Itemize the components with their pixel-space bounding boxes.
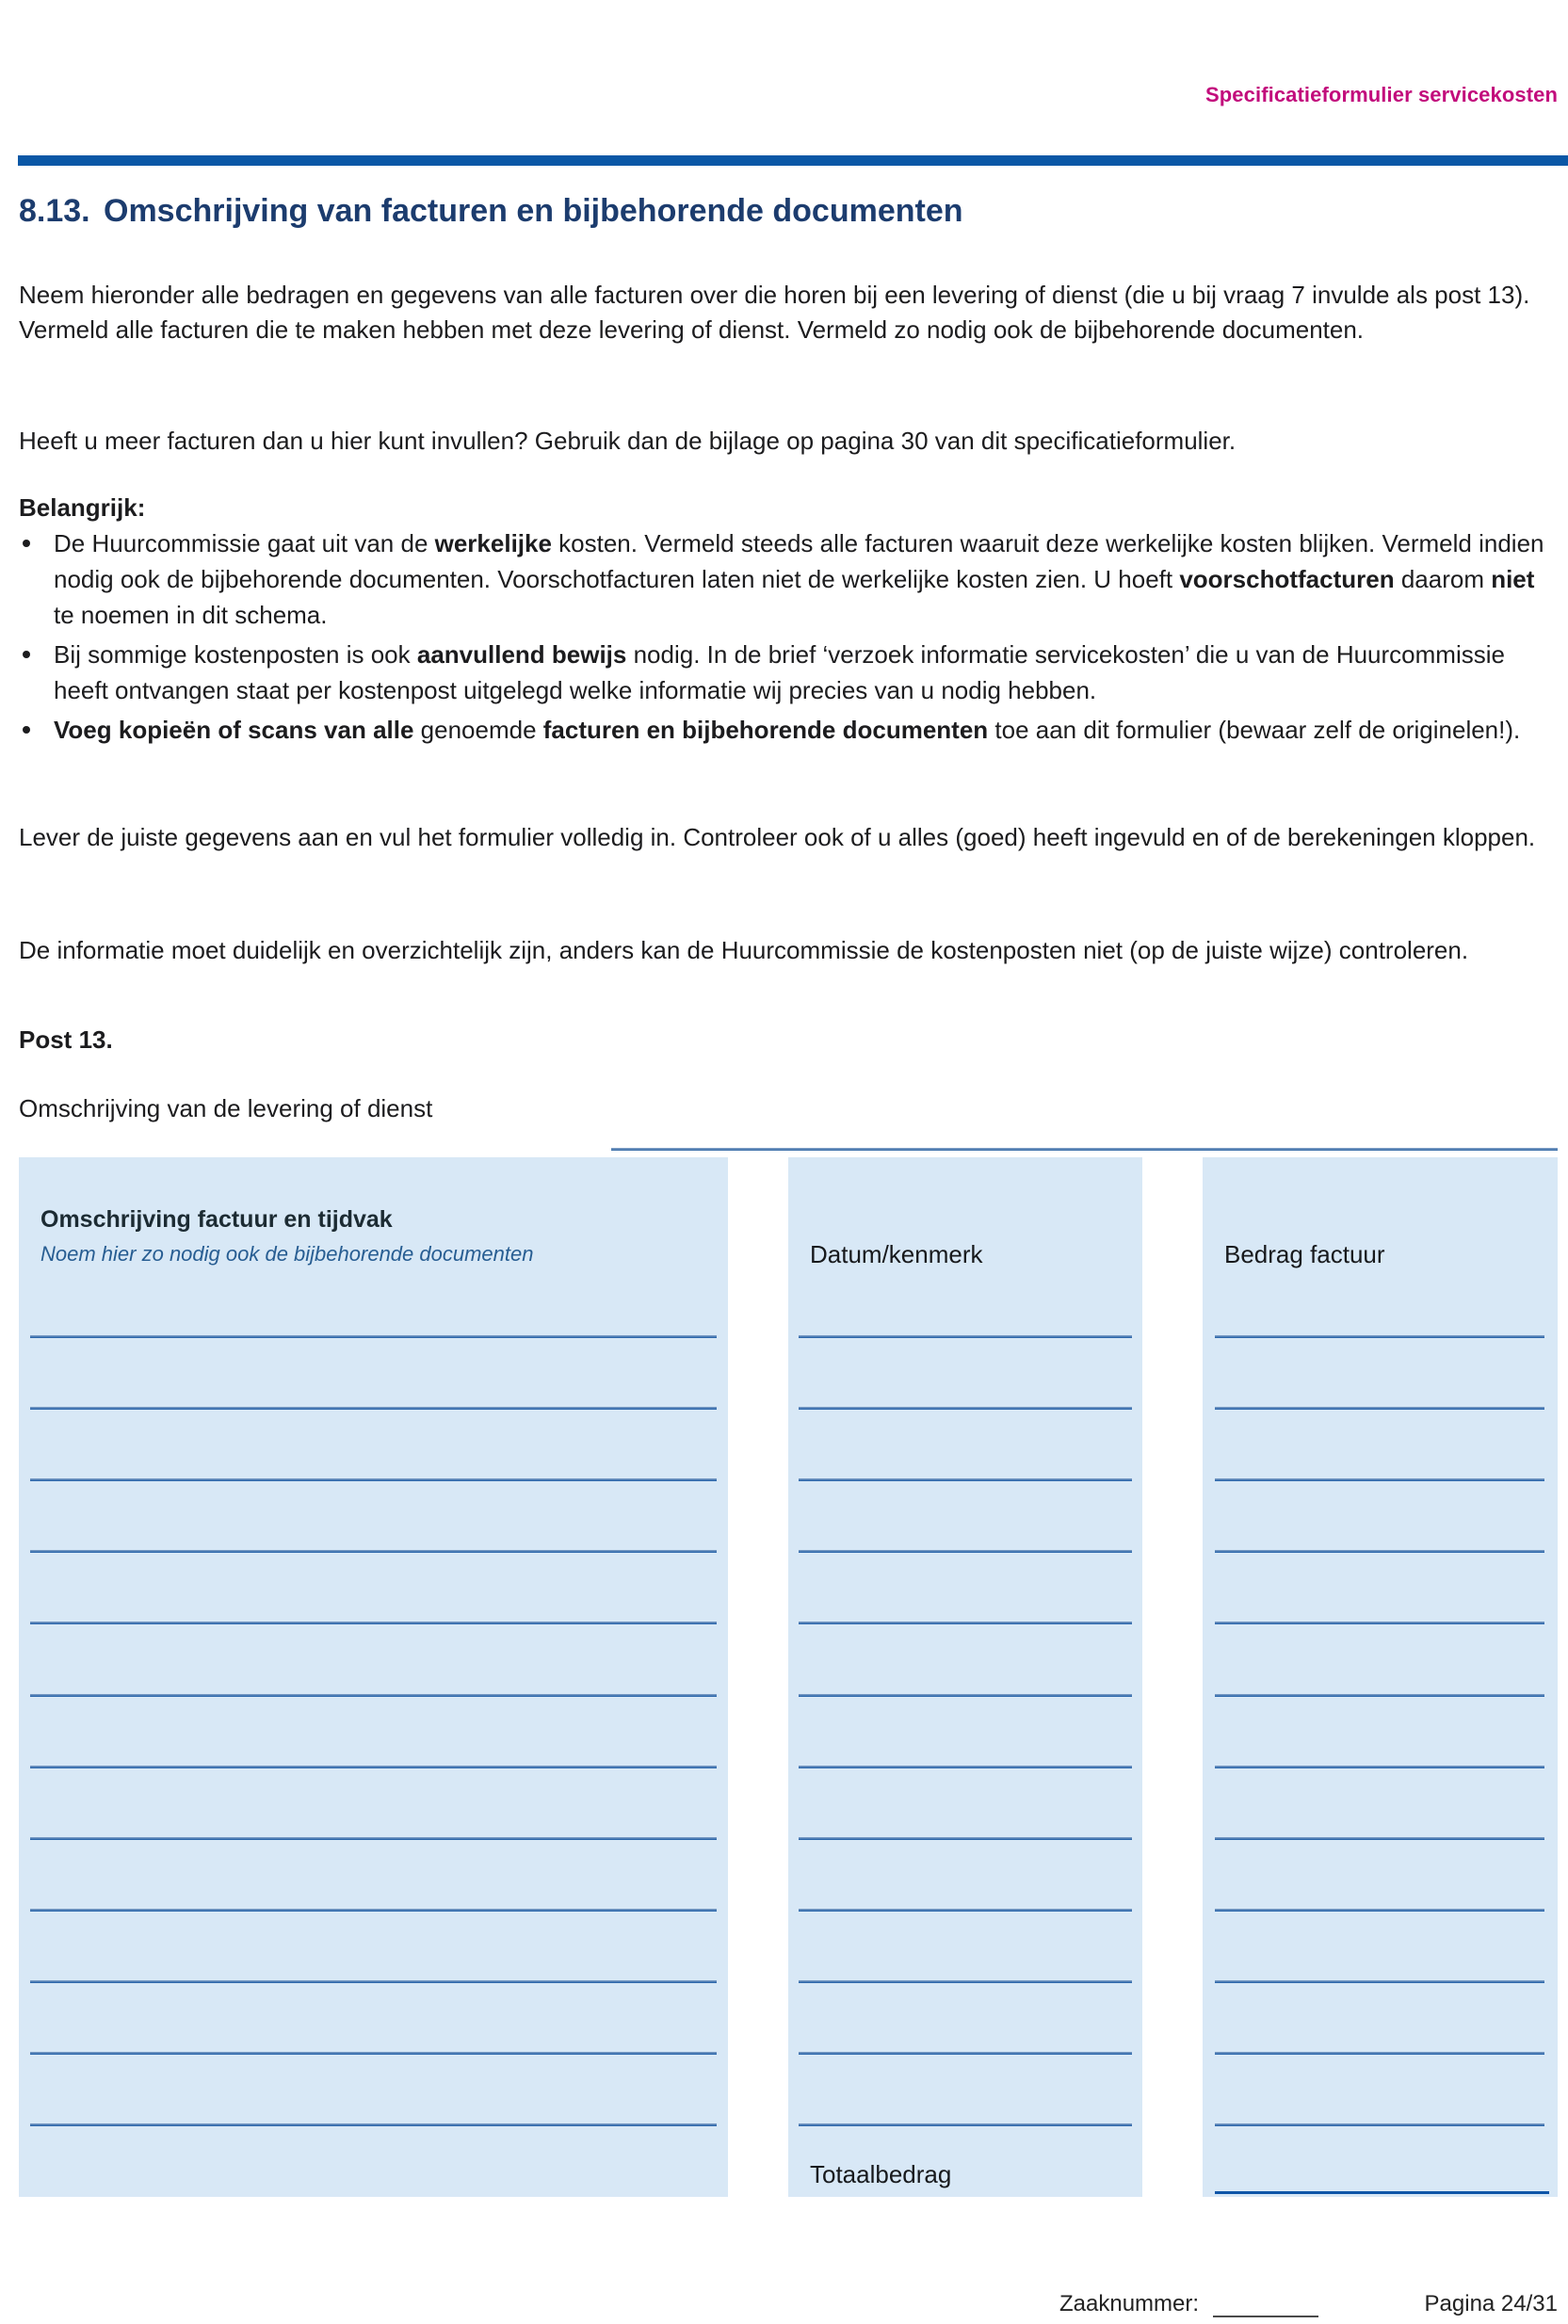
document-title: Specificatieformulier servicekosten — [1205, 83, 1558, 106]
important-label: Belangrijk: — [19, 493, 146, 522]
writing-line[interactable] — [30, 1622, 717, 1624]
writing-line[interactable] — [30, 1837, 717, 1840]
writing-line[interactable] — [1215, 1550, 1544, 1553]
writing-line[interactable] — [799, 1622, 1132, 1624]
total-amount-label: Totaalbedrag — [810, 2160, 952, 2188]
writing-line[interactable] — [1215, 1478, 1544, 1481]
bullet-item — [19, 637, 1548, 708]
writing-line[interactable] — [30, 2123, 717, 2126]
header-divider-bar — [18, 155, 1568, 166]
writing-line[interactable] — [799, 1407, 1132, 1410]
bullet-dot-icon — [23, 651, 30, 658]
writing-line[interactable] — [799, 1478, 1132, 1481]
column-invoice-amount — [1203, 1157, 1558, 2197]
writing-line[interactable] — [1215, 1335, 1544, 1338]
writing-line[interactable] — [1215, 2123, 1544, 2126]
writing-line[interactable] — [799, 1694, 1132, 1697]
bullet-item — [19, 525, 1548, 633]
writing-line[interactable] — [1215, 1694, 1544, 1697]
section-number: 8.13. — [19, 193, 90, 229]
bullet-dot-icon — [23, 540, 30, 547]
writing-line[interactable] — [1215, 1909, 1544, 1912]
column-description-subtitle: Noem hier zo nodig ook de bijbehorende documenten — [40, 1242, 534, 1266]
writing-line[interactable] — [1215, 1622, 1544, 1624]
section-title: Omschrijving van facturen en bijbehorende documenten — [104, 193, 963, 229]
column-description-title: Omschrijving factuur en tijdvak — [40, 1206, 393, 1233]
bullet-text: De Huurcommissie gaat uit van de werkelijke kosten. Vermeld steeds alle facturen waaruit deze werkelijke kosten blijken. Vermeld indien nodig ook de bijbehorende documenten. Voorschotfacturen laten niet de werkelijke kosten zien. U hoeft voorschotfacturen daarom niet te noemen in dit schema. — [54, 529, 1544, 629]
writing-line[interactable] — [799, 1909, 1132, 1912]
writing-line[interactable] — [30, 1694, 717, 1697]
writing-line[interactable] — [30, 1335, 717, 1338]
column-date-title: Datum/kenmerk — [810, 1240, 983, 1268]
writing-line[interactable] — [1215, 1980, 1544, 1983]
writing-line[interactable] — [1215, 1766, 1544, 1768]
writing-line[interactable] — [799, 1550, 1132, 1553]
intro-paragraph-2: Heeft u meer facturen dan u hier kunt invullen? Gebruik dan de bijlage op pagina 30 van dit specificatieformulier. — [19, 427, 1237, 455]
total-amount-input-line[interactable] — [1215, 2191, 1549, 2194]
writing-line[interactable] — [1215, 1837, 1544, 1840]
writing-line[interactable] — [30, 1909, 717, 1912]
service-description-label: Omschrijving van de levering of dienst — [19, 1094, 433, 1122]
writing-line[interactable] — [30, 1478, 717, 1481]
bullet-text: Bij sommige kostenposten is ook aanvullend bewijs nodig. In de brief ‘verzoek informatie servicekosten’ die u van de Huurcommissie heeft ontvangen staat per kostenpost uitgelegd welke informatie wij precies van u nodig hebben. — [54, 640, 1505, 704]
service-description-input-line[interactable] — [611, 1148, 1558, 1151]
writing-line[interactable] — [1215, 2052, 1544, 2055]
note-paragraph-2: De informatie moet duidelijk en overzichtelijk zijn, anders kan de Huurcommissie de kostenposten niet (op de juiste wijze) controleren. — [19, 936, 1469, 964]
writing-line[interactable] — [30, 1550, 717, 1553]
writing-line[interactable] — [30, 1407, 717, 1410]
writing-line[interactable] — [30, 2052, 717, 2055]
column-amount-title: Bedrag factuur — [1224, 1240, 1385, 1268]
writing-line[interactable] — [799, 1980, 1132, 1983]
bullet-text: Voeg kopieën of scans van alle genoemde facturen en bijbehorende documenten toe aan dit formulier (bewaar zelf de originelen!). — [54, 716, 1521, 744]
writing-line[interactable] — [799, 1837, 1132, 1840]
intro-paragraph-1: Neem hieronder alle bedragen en gegevens van alle facturen over die horen bij een levering of dienst (die u bij vraag 7 invulde als post 13). Vermeld alle facturen die te maken hebben met deze levering of dienst. Vermeld zo nodig ook de bijbehorende documenten. — [19, 281, 1530, 344]
writing-line[interactable] — [1215, 1407, 1544, 1410]
post-label: Post 13. — [19, 1025, 113, 1054]
case-number-input-line[interactable] — [1213, 2295, 1318, 2317]
column-description-invoice — [19, 1157, 728, 2197]
important-bullet-list — [19, 525, 1548, 751]
writing-line[interactable] — [799, 2052, 1132, 2055]
bullet-dot-icon — [23, 726, 30, 734]
writing-line[interactable] — [799, 1766, 1132, 1768]
writing-line[interactable] — [799, 2123, 1132, 2126]
note-paragraph-1: Lever de juiste gegevens aan en vul het formulier volledig in. Controleer ook of u alles (goed) heeft ingevuld en of de berekeningen kloppen. — [19, 823, 1536, 851]
bullet-item — [19, 712, 1548, 748]
page-number: Pagina 24/31 — [1424, 2291, 1558, 2316]
writing-line[interactable] — [30, 1980, 717, 1983]
case-number-label: Zaaknummer: — [1059, 2291, 1200, 2316]
writing-line[interactable] — [30, 1766, 717, 1768]
column-date-reference — [788, 1157, 1142, 2197]
writing-line[interactable] — [799, 1335, 1132, 1338]
